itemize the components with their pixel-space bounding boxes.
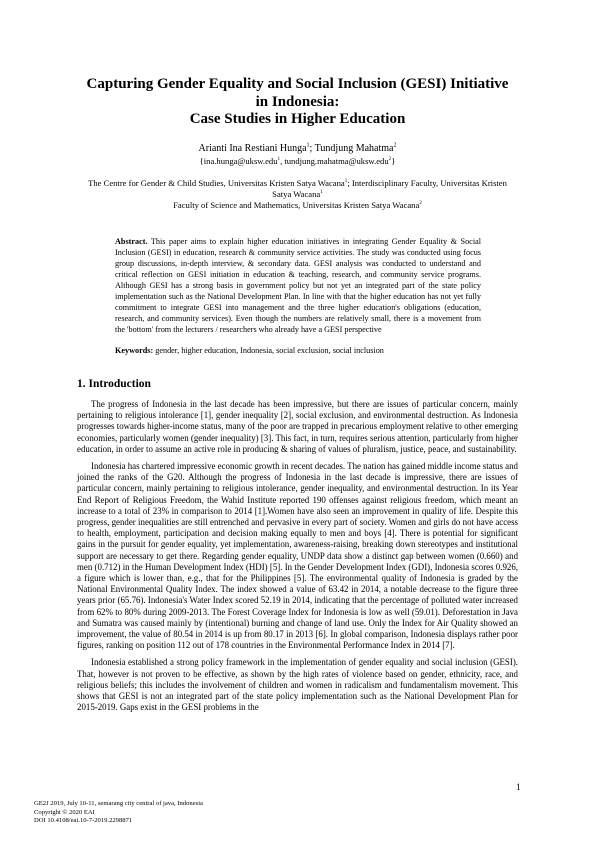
footer-conference: GE2J 2019, July 10-11, semarang city central of java, Indonesia	[34, 800, 203, 807]
paragraph: Indonesia has chartered impressive economic growth in recent decades. The nation has gained middle income status and joined the ranks of the G20. Although the progress of Indonesia in the last decade is impressive, there are issues of particular concern, mainly pertaining to religious intolerance, gender inequality, and environmental destruction. In its Year End Report of Religious Freedom, the Wahid Institute reported 190 offenses against religious freedom, which meant an increase to a total of 23% in comparison to 2014 [1].Women have also seen an improvement in quality of life. Despite this progress, gender inequalities are still entrenched and pervasive in every part of society. Women and girls do not have access to health, employment, participation and decision making equally to men and boys [4]. There is potential for significant gains in the pursuit for gender equality, yet implementation, awareness-raising, breaking down stereotypes and institutional support are necessary to get there. Regarding gender equality, UNDP data show a distinct gap between women (0.660) and men (0.712) in the Human Development Index (HDI) [5]. In the Gender Development Index (GDI), Indonesia scores 0.926, a figure which is lower than, e.g., that for the Philippines [5]. The environmental quality of Indonesia is graded by the National Environmental Quality Index. The index showed a value of 63.42 in 2014, a notable decrease to the figure three years prior (65.76). Indonesia's Water Index scored 52.19 in 2014, indicating that the percentage of polluted water increased from 62% to 80% during 2009-2013. The Forest Coverage Index for Indonesia is low as well (59.01). Deforestation in Java and Sumatra was caused mainly by (intentional) burning and change of land use. Only the Index for Air Quality showed an improvement, the value of 80.54 in 2014 is up from 80.17 in 2013 [6]. In global comparison, Indonesia displays rather poor figures, ranking on position 112 out of 178 countries in the Environmental Performance Index in 2014 [7].	[77, 461, 518, 651]
email-1: {ina.hunga@uksw.edu	[199, 156, 278, 166]
keywords	[115, 345, 481, 356]
affiliation-1-sup: 1	[344, 178, 348, 185]
email-2: , tundjung.mahatma@uksw.edu	[280, 156, 389, 166]
keywords-text: gender, higher education, Indonesia, social exclusion, social inclusion	[153, 346, 384, 355]
abstract-label: Abstract.	[115, 237, 148, 246]
email-close: }	[391, 156, 396, 166]
title-line-2: in Indonesia:	[255, 93, 340, 110]
affiliation-line-2	[30, 189, 565, 200]
affiliation-3-sup: 2	[419, 200, 422, 207]
author-2: Tundjung Mahatma	[314, 143, 394, 154]
affiliation-line-1	[30, 178, 565, 189]
footer-doi: DOI 10.4108/eai.10-7-2019.2298871	[34, 817, 133, 825]
section-heading-introduction: 1. Introduction	[77, 378, 151, 390]
author-2-affil: 2	[393, 142, 397, 149]
affiliation-2-sup: 1	[320, 189, 323, 196]
email-1-sup: 1	[277, 156, 281, 163]
title-line-3: Case Studies in Higher Education	[189, 111, 406, 127]
introduction-body	[77, 399, 518, 719]
affiliation-2-text: Satya Wacana	[272, 189, 321, 200]
author-1-affil: 1	[306, 142, 310, 149]
affiliation-1-text: The Centre for Gender & Child Studies, Universitas Kristen Satya Wacana	[88, 178, 345, 188]
paragraph: The progress of Indonesia in the last decade has been impressive, but there are issues of particular concern, mainly pertaining to religious intolerance [1], gender inequality [2], social exclusion, and environmental destruction. As Indonesia progresses towards higher-income status, many of the poor are trapped in precarious employment relative to other emerging economies, particularly women (gender inequality) [3]. This fact, in turn, requires serious attention, particularly from higher education, in order to assume an active role in producing & sharing of values of pluralism, justice, peace, and sustainability.	[77, 399, 518, 454]
affiliation-1b-text: ; Interdisciplinary Faculty, Universitas Kristen	[347, 178, 507, 188]
affiliation-line-3	[30, 200, 565, 211]
paper-title	[60, 76, 535, 129]
author-separator: ;	[309, 143, 315, 154]
abstract	[115, 236, 481, 335]
page-footer	[34, 800, 203, 826]
abstract-text: This paper aims to explain higher education initiatives in integrating Gender Equality & Social Inclusion (GESI) in education, research & community service activities. The study was conducted using focus group discussions, in-depth interview, & secondary data. GESI analysis was conducted to understand and critical reflection on GESI initiation in education & teaching, research, and community service programs. Although GESI has a strong basis in government policy but not yet an integrated part of the state policy implementation such as the National Development Plan. In line with that the higher education has not yet fully commitment to integrate GESI into management and the three higher education's obligations (education, research, and community services). Even though the numbers are relatively small, there is a movement from the 'bottom' from the lecturers / researchers who already have a GESI perspective	[115, 237, 481, 334]
paragraph: Indonesia established a strong policy framework in the implementation of gender equality and social inclusion (GESI). That, however is not proven to be effective, as shown by the high rates of violence based on gender, ethnicity, race, and religious beliefs; this includes the involvement of children and women in radicalism and fundamentalism movement. This shows that GESI is not an integrated part of the state policy implementation such as the National Development Plan for 2015-2019. Gaps exist in the GESI problems in the	[77, 657, 518, 713]
author-list	[60, 143, 535, 155]
email-2-sup: 2	[388, 156, 392, 163]
page-number: 1	[516, 783, 521, 793]
affiliations	[30, 178, 565, 212]
affiliation-3-text: Faculty of Science and Mathematics, Universitas Kristen Satya Wacana	[173, 200, 420, 211]
title-line-1: Capturing Gender Equality and Social Inclusion (GESI) Initiative	[86, 76, 509, 92]
author-emails	[60, 156, 535, 167]
keywords-label: Keywords:	[115, 346, 154, 355]
footer-copyright: Copyright © 2020 EAI	[34, 808, 95, 816]
author-1: Arianti Ina Restiani Hunga	[198, 143, 307, 154]
